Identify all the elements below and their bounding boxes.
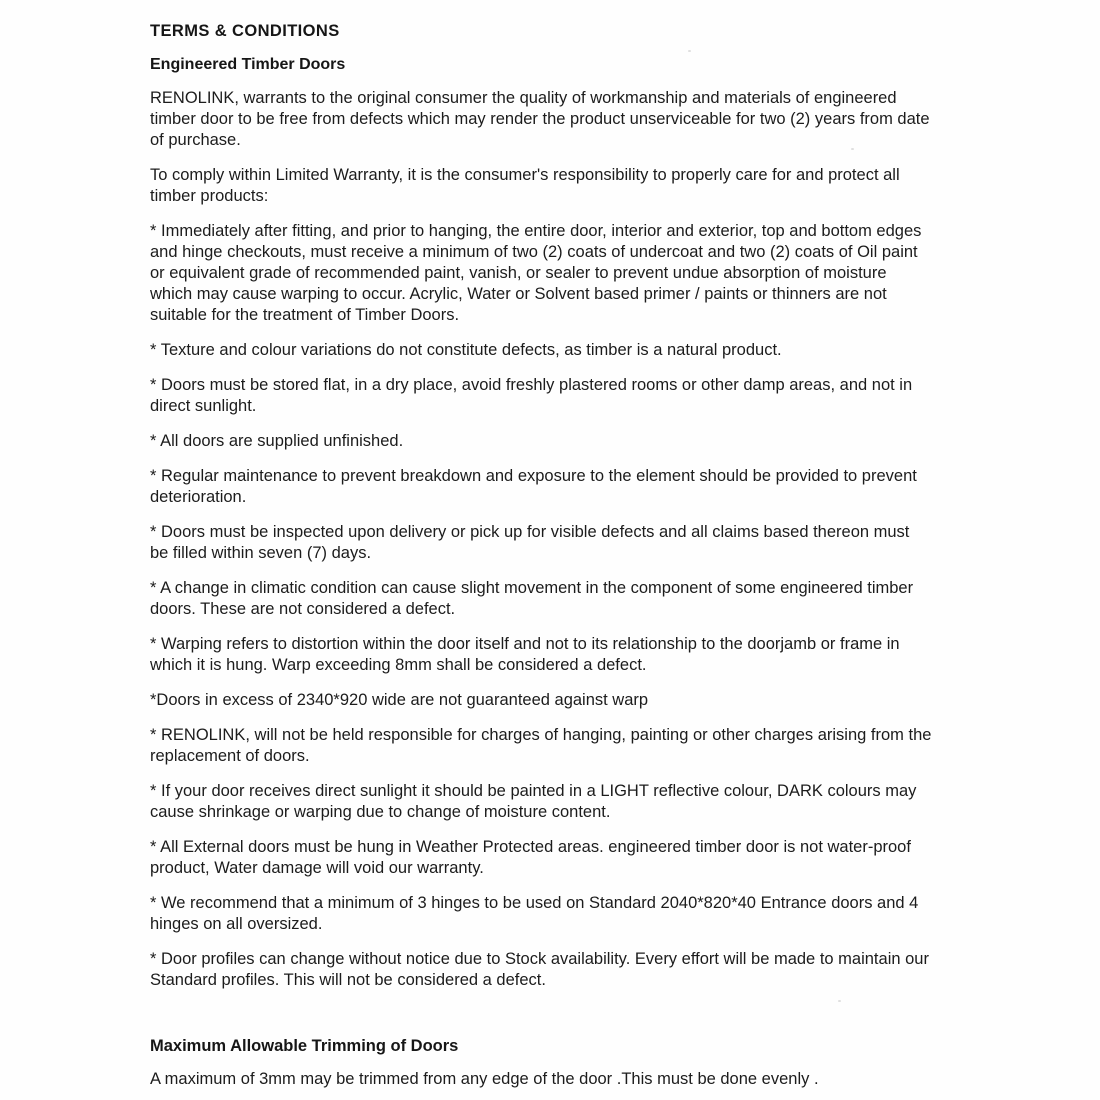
document-content (150, 22, 932, 1090)
paragraph: * Regular maintenance to prevent breakdown and exposure to the element should be provided to prevent deterioration. (150, 467, 917, 506)
paragraph: * If your door receives direct sunlight it should be painted in a LIGHT reflective colour, DARK colours may cause shrinkage or warping due to change of moisture content. (150, 782, 917, 821)
paragraph: * Warping refers to distortion within the door itself and not to its relationship to the doorjamb or frame in which it is hung. Warp exceeding 8mm shall be considered a defect. (150, 635, 900, 674)
trimming-paragraph: A maximum of 3mm may be trimmed from any edge of the door .This must be done evenly . (150, 1070, 819, 1088)
section-heading-maximum-trimming: Maximum Allowable Trimming of Doors (150, 1037, 459, 1055)
document-title: TERMS & CONDITIONS (150, 22, 340, 40)
paragraph: * All External doors must be hung in Weather Protected areas. engineered timber door is not water-proof product, Water damage will void our warranty. (150, 838, 911, 877)
paragraph-list (150, 88, 932, 991)
paragraph: *Doors in excess of 2340*920 wide are not guaranteed against warp (150, 691, 649, 709)
paragraph: * Door profiles can change without notice due to Stock availability. Every effort will be made to maintain our Standard profiles. This will not be considered a defect. (150, 950, 929, 989)
paragraph: * RENOLINK, will not be held responsible for charges of hanging, painting or other charges arising from the replacement of doors. (150, 726, 932, 765)
trimming-section (150, 1037, 932, 1090)
paragraph: * All doors are supplied unfinished. (150, 432, 404, 450)
paragraph: To comply within Limited Warranty, it is the consumer's responsibility to properly care for and protect all timber products: (150, 166, 900, 205)
paragraph: * Immediately after fitting, and prior to hanging, the entire door, interior and exterior, top and bottom edges and hinge checkouts, must receive a minimum of two (2) coats of undercoat and two (2) coats of Oil paint or equivalent grade of recommended paint, vanish, or sealer to prevent undue absorption of moisture which may cause warping to occur. Acrylic, Water or Solvent based primer / paints or thinners are not suitable for the treatment of Timber Doors. (150, 222, 922, 324)
section-heading-engineered-timber-doors: Engineered Timber Doors (150, 56, 346, 73)
paragraph: * A change in climatic condition can cause slight movement in the component of some engineered timber doors. These are not considered a defect. (150, 579, 914, 618)
paragraph: * We recommend that a minimum of 3 hinges to be used on Standard 2040*820*40 Entrance doors and 4 hinges on all oversized. (150, 894, 919, 933)
paragraph: RENOLINK, warrants to the original consumer the quality of workmanship and materials of engineered timber door to be free from defects which may render the product unserviceable for two (2) years from date of purchase. (150, 89, 930, 149)
paragraph: * Doors must be stored flat, in a dry place, avoid freshly plastered rooms or other damp areas, and not in direct sunlight. (150, 376, 913, 415)
paragraph: * Texture and colour variations do not constitute defects, as timber is a natural product. (150, 341, 782, 359)
paragraph: * Doors must be inspected upon delivery or pick up for visible defects and all claims based thereon must be filled within seven (7) days. (150, 523, 910, 562)
